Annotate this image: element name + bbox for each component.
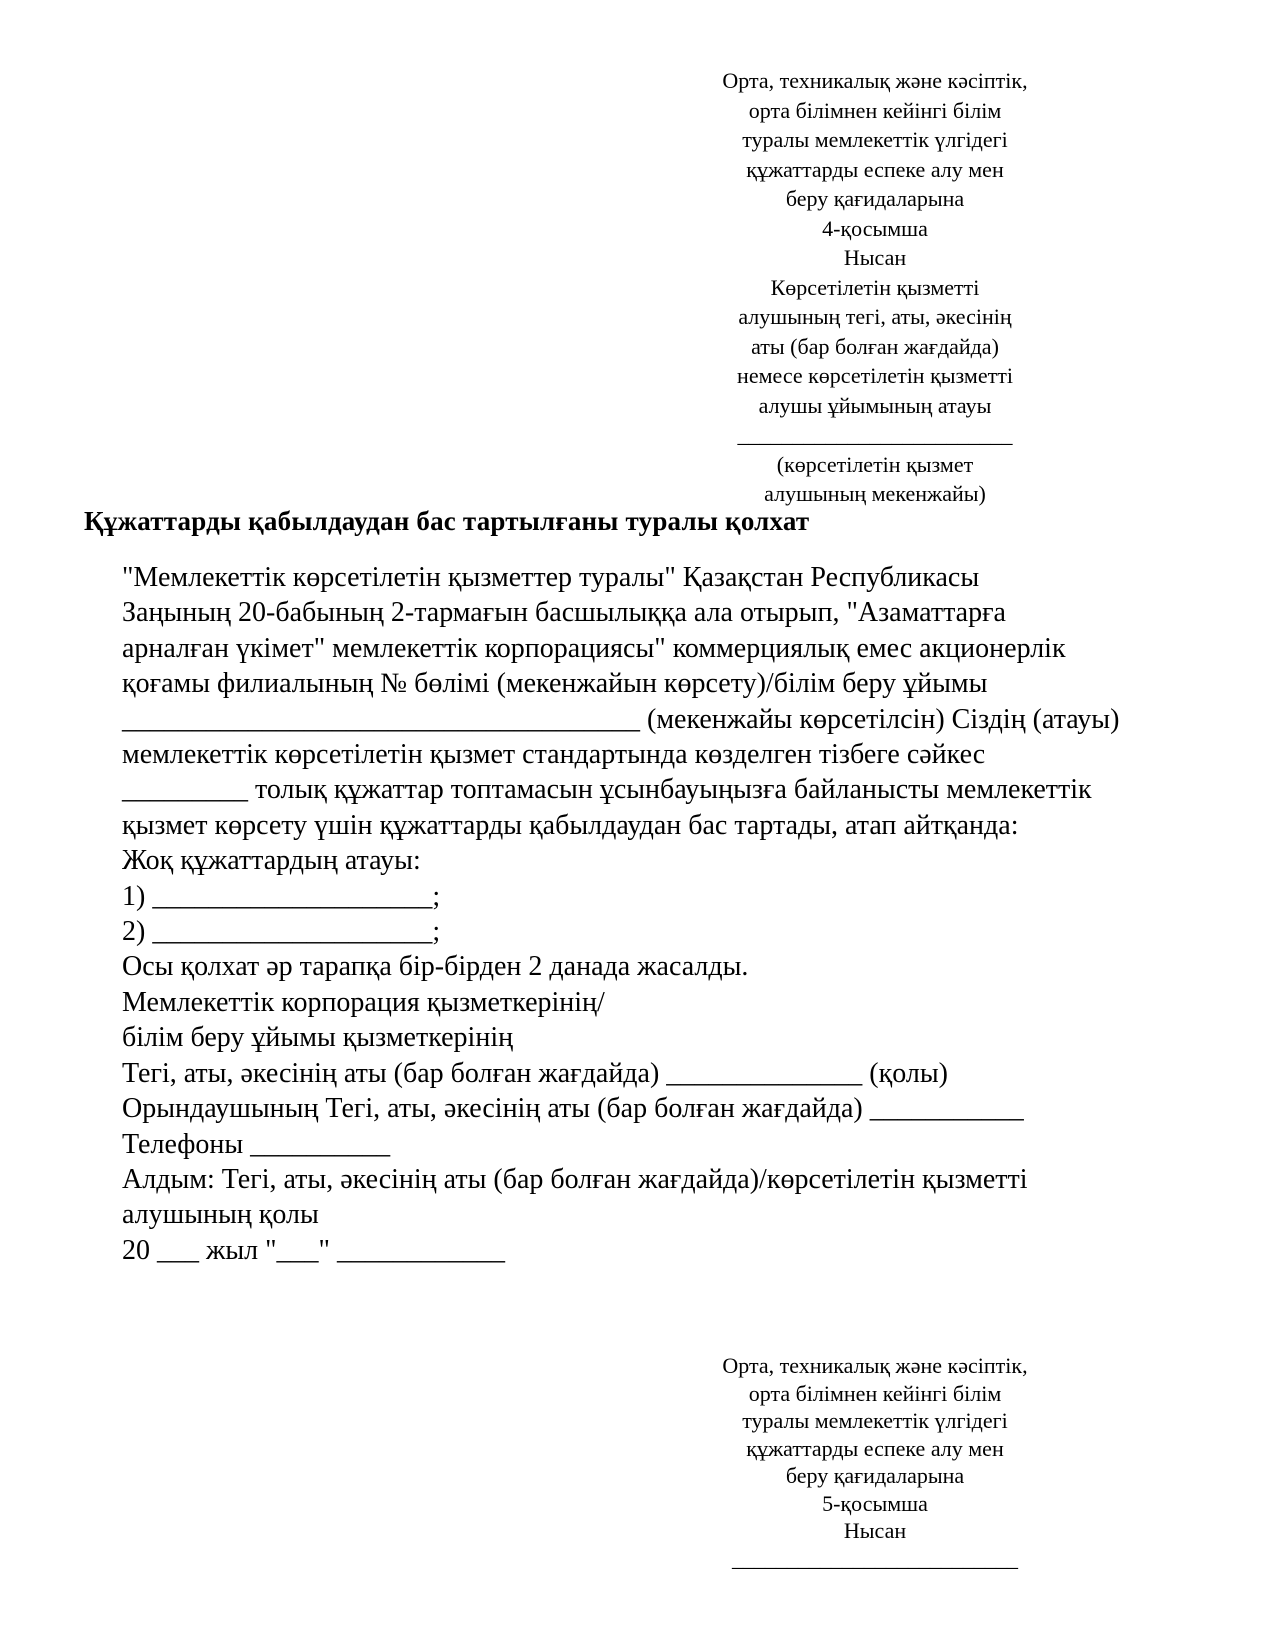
body-line: Осы қолхат әр тарапқа бір-бірден 2 данада жасалды.	[122, 951, 749, 983]
reference-line: 5-қосымша	[822, 1490, 928, 1516]
appendix-4-reference	[650, 66, 1100, 509]
reference-line: Нысан	[843, 245, 907, 270]
body-line: Тегі, аты, әкесінің аты (бар болған жағдайда) ______________ (қолы)	[122, 1057, 948, 1089]
body-line: арналған үкімет" мемлекеттік корпорациясы" коммерциялық емес акционерлік	[122, 632, 1066, 664]
body-line: Орындаушының Тегі, аты, әкесінің аты (бар болған жағдайда) ___________	[122, 1093, 1024, 1125]
reference-line: туралы мемлекеттік үлгідегі	[742, 1408, 1008, 1433]
reference-line: аты (бар болған жағдайда)	[751, 333, 999, 359]
reference-line: 4-қосымша	[822, 215, 928, 241]
body-line: Мемлекеттік корпорация қызметкерінің/	[122, 986, 605, 1018]
body-line: білім беру ұйымы қызметкерінің	[122, 1022, 514, 1054]
reference-line: _________________________	[737, 422, 1013, 447]
reference-line: алушы ұйымының атауы	[758, 392, 992, 418]
body-line: _________ толық құжаттар топтамасын ұсынбауыңызға байланысты мемлекеттік	[122, 774, 1092, 806]
body-line: алушының қолы	[122, 1199, 319, 1231]
body-line: 2) ____________________;	[122, 916, 441, 948]
reference-line: туралы мемлекеттік үлгідегі	[742, 127, 1008, 152]
body-line: қызмет көрсету үшін құжаттарды қабылдаудан бас тартады, атап айтқанда:	[122, 809, 1019, 841]
reference-line: Орта, техникалық және кәсіптік,	[722, 68, 1028, 93]
reference-line: беру қағидаларына	[785, 1463, 965, 1488]
reference-line: құжаттарды еспеке алу мен	[746, 156, 1004, 182]
body-line: 1) ____________________;	[122, 880, 441, 912]
body-line: Жоқ құжаттардың атауы:	[122, 845, 421, 877]
reference-line: беру қағидаларына	[785, 186, 965, 211]
body-line: _____________________________________ (мекенжайы көрсетілсін) Сіздің (атауы)	[122, 703, 1120, 735]
reference-line: Орта, техникалық және кәсіптік,	[722, 1353, 1028, 1378]
body-line: Заңының 20-бабының 2-тармағын басшылыққа ала отырып, "Азаматтарға	[122, 597, 1006, 629]
body-line: 20 ___ жыл "___" ____________	[122, 1234, 505, 1266]
body-line: Телефоны __________	[122, 1128, 391, 1160]
reference-line: орта білімнен кейінгі білім	[748, 1380, 1002, 1406]
document-title: Құжаттарды қабылдаудан бас тартылғаны туралы қолхат	[84, 506, 810, 536]
reference-line: Нысан	[843, 1518, 907, 1543]
reference-line: орта білімнен кейінгі білім	[748, 97, 1002, 123]
appendix-5-reference	[650, 1352, 1100, 1572]
body-line: мемлекеттік көрсетілетін қызмет стандартында көзделген тізбеге сәйкес	[122, 739, 986, 771]
reference-line: Көрсетілетін қызметті	[770, 274, 980, 300]
body-line: қоғамы филиалының № бөлімі (мекенжайын көрсету)/білім беру ұйымы	[122, 668, 988, 700]
reference-line: __________________________	[732, 1545, 1018, 1571]
reference-line: алушының мекенжайы)	[764, 481, 986, 506]
reference-line: немесе көрсетілетін қызметті	[737, 363, 1013, 388]
body-line: Алдым: Тегі, аты, әкесінің аты (бар болған жағдайда)/көрсетілетін қызметті	[122, 1163, 1028, 1195]
reference-line: алушының тегі, аты, әкесінің	[738, 304, 1012, 329]
reference-line: құжаттарды еспеке алу мен	[746, 1435, 1004, 1461]
reference-line: (көрсетілетін қызмет	[776, 451, 974, 477]
body-line: "Мемлекеттік көрсетілетін қызметтер туралы" Қазақстан Республикасы	[122, 562, 980, 593]
receipt-body	[122, 560, 1119, 1268]
